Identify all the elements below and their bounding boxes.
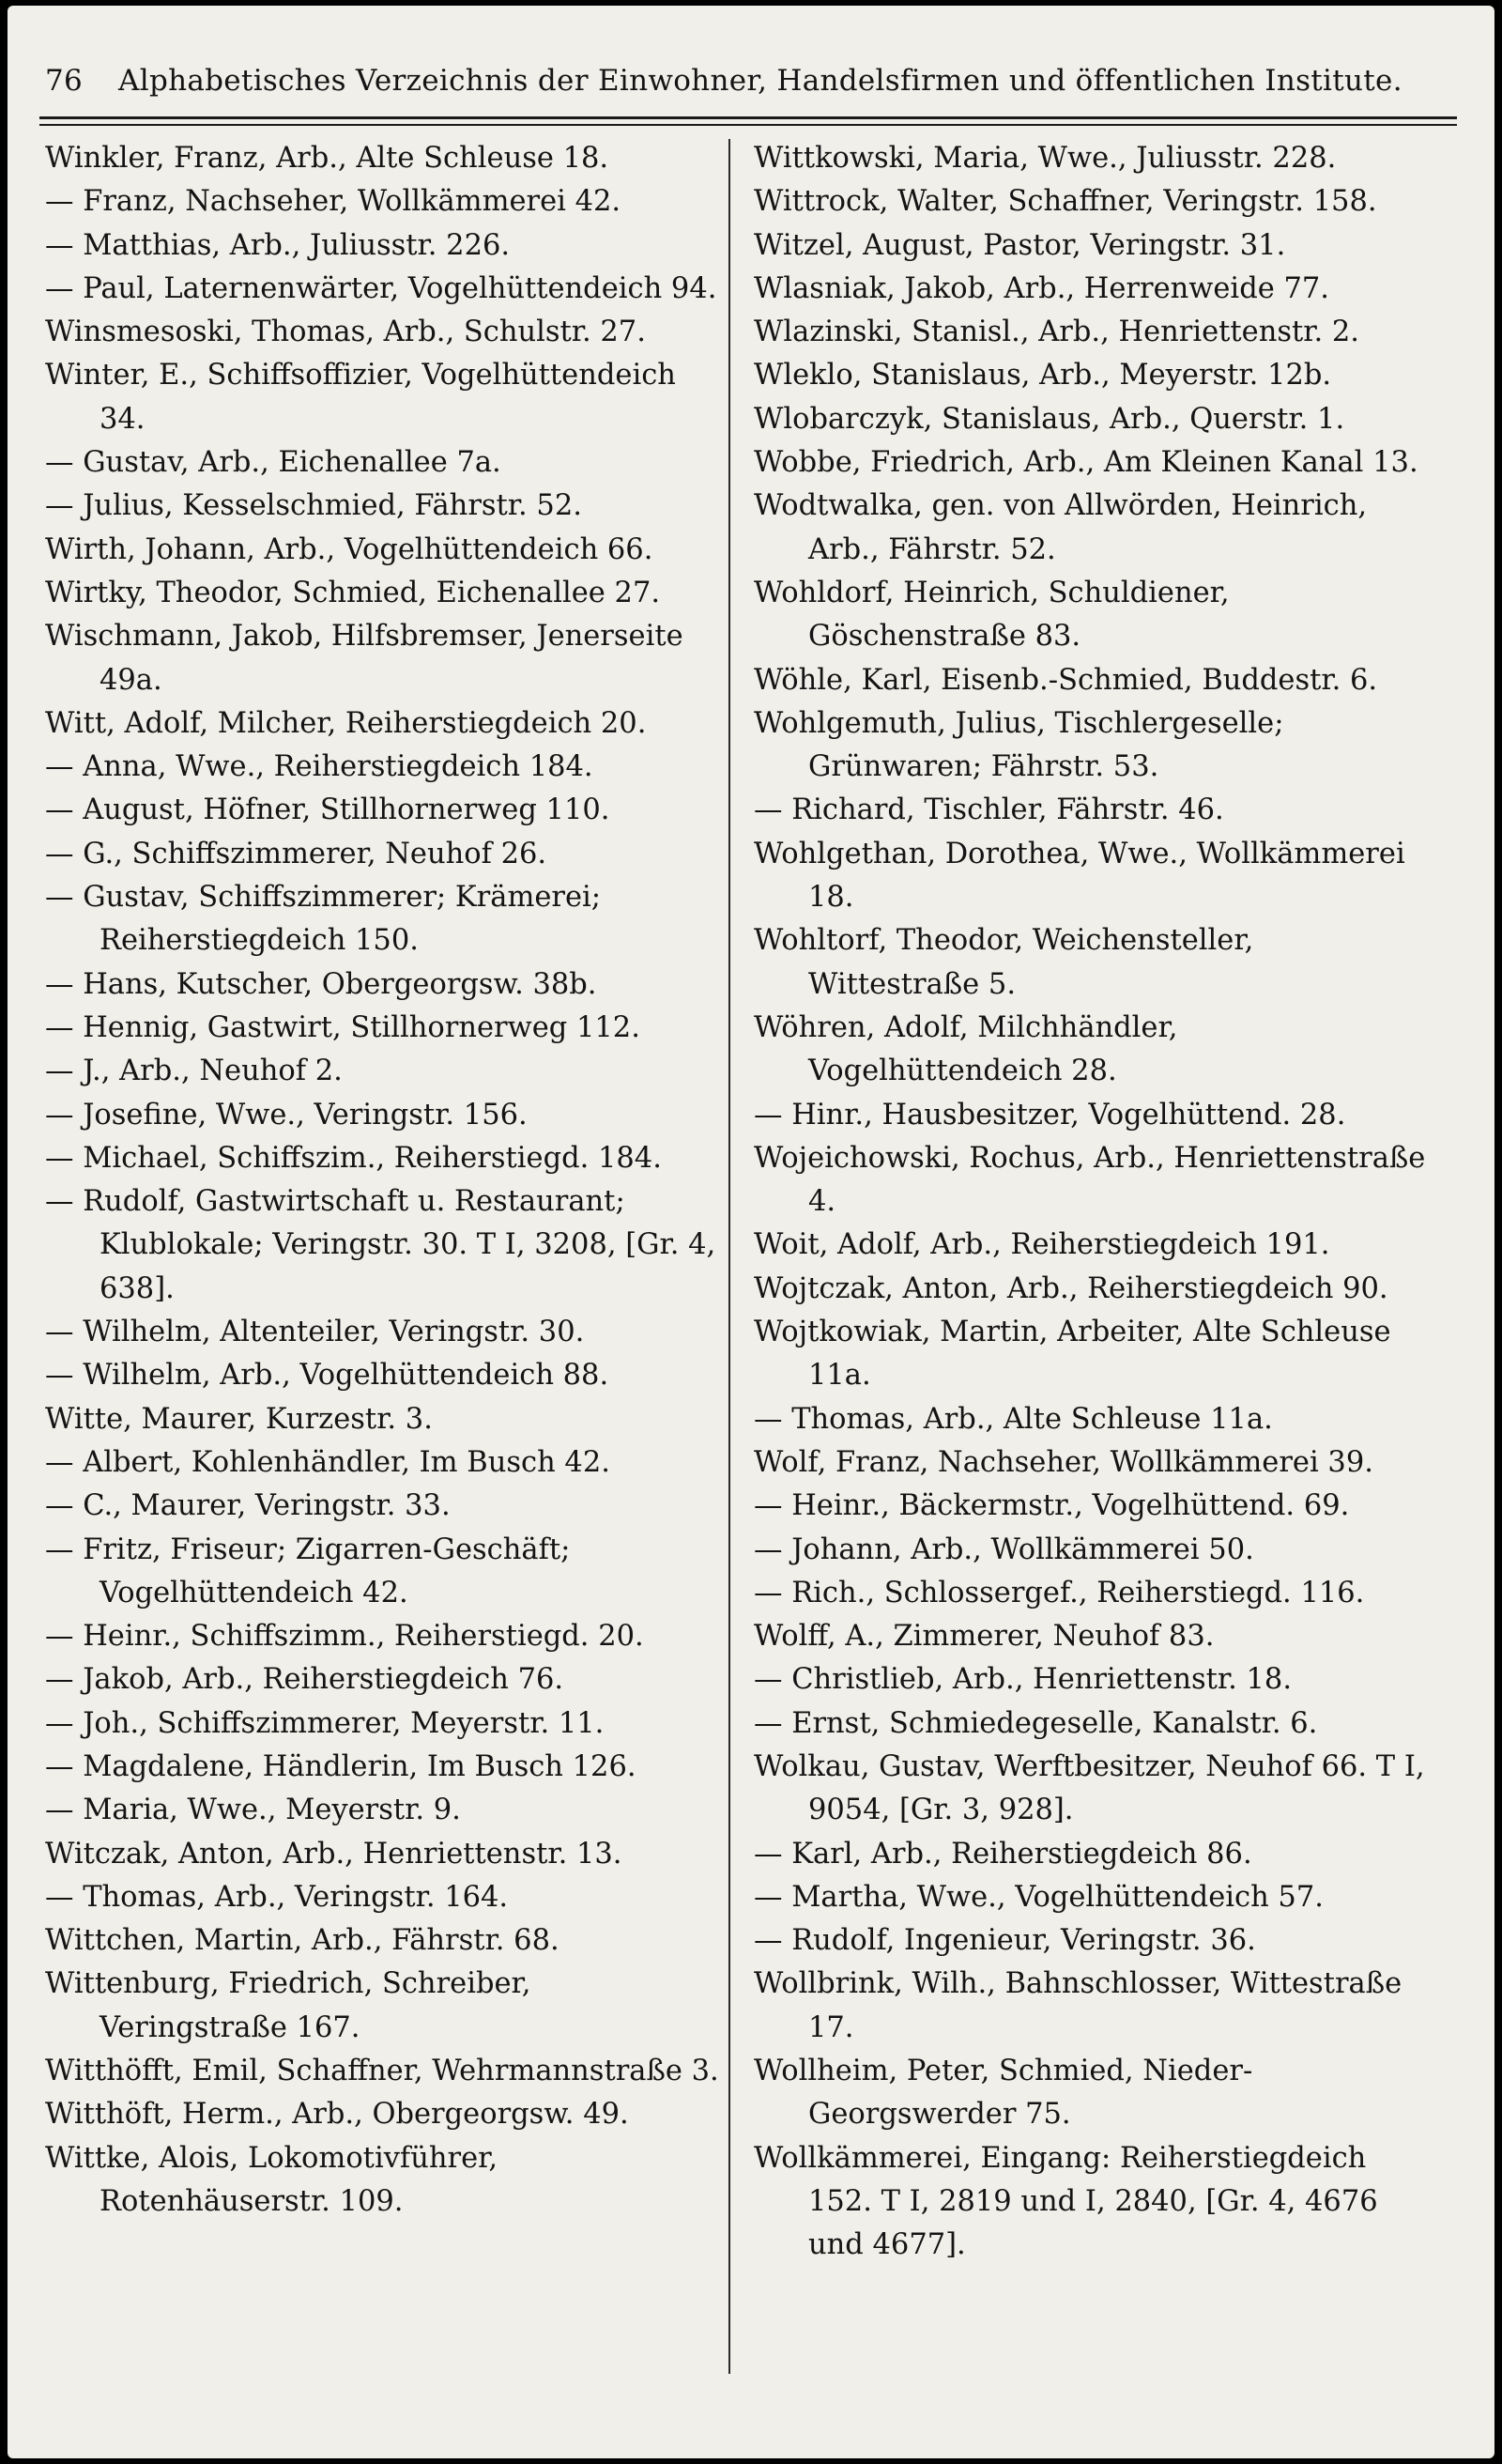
directory-entry: Wohlgethan, Dorothea, Wwe., Wollkämmerei 18. xyxy=(754,837,1405,915)
left-column xyxy=(45,137,721,2224)
directory-entry: Wleklo, Stanislaus, Arb., Meyerstr. 12b. xyxy=(754,359,1332,393)
directory-entry: — Heinr., Bäckermstr., Vogelhüttend. 69. xyxy=(754,1489,1350,1523)
directory-entry: — Wilhelm, Arb., Vogelhüttendeich 88. xyxy=(45,1359,609,1393)
directory-entry: Wlasniak, Jakob, Arb., Herrenweide 77. xyxy=(754,271,1329,305)
directory-entry: Witthöft, Herm., Arb., Obergeorgsw. 49. xyxy=(45,2098,629,2132)
directory-entry: Winkler, Franz, Arb., Alte Schleuse 18. xyxy=(45,142,609,175)
directory-entry: — Christlieb, Arb., Henriettenstr. 18. xyxy=(754,1663,1293,1697)
directory-entry: — Hinr., Hausbesitzer, Vogelhüttend. 28. xyxy=(754,1098,1346,1132)
directory-entry: Wittrock, Walter, Schaffner, Veringstr. 158. xyxy=(754,185,1377,219)
directory-entry: Wittkowski, Maria, Wwe., Juliusstr. 228. xyxy=(754,142,1337,175)
directory-entry: Witt, Adolf, Milcher, Reiherstiegdeich 20. xyxy=(45,706,647,740)
page-title: Alphabetisches Verzeichnis der Einwohner, Handelsfirmen und öffentlichen Institute. xyxy=(118,64,1402,98)
column-divider xyxy=(728,139,730,2374)
directory-entry: Witte, Maurer, Kurzestr. 3. xyxy=(45,1402,433,1436)
directory-entry: — Anna, Wwe., Reiherstiegdeich 184. xyxy=(45,750,593,784)
directory-entry: — Matthias, Arb., Juliusstr. 226. xyxy=(45,228,511,262)
directory-entry: Wirtky, Theodor, Schmied, Eichenallee 27. xyxy=(45,576,661,609)
directory-entry: — Hans, Kutscher, Obergeorgsw. 38b. xyxy=(45,967,597,1001)
directory-entry: — Julius, Kesselschmied, Fährstr. 52. xyxy=(45,489,582,523)
header-rule xyxy=(39,116,1457,119)
directory-entry: Wolff, A., Zimmerer, Neuhof 83. xyxy=(754,1620,1215,1654)
directory-entry: Wlazinski, Stanisl., Arb., Henriettenstr. 2. xyxy=(754,316,1359,349)
directory-entry: Wojtkowiak, Martin, Arbeiter, Alte Schleuse 11a. xyxy=(754,1316,1391,1393)
directory-entry: — Michael, Schiffszim., Reiherstiegd. 184. xyxy=(45,1141,662,1175)
directory-entry: — Josefine, Wwe., Veringstr. 156. xyxy=(45,1098,528,1132)
directory-entry: — Jakob, Arb., Reiherstiegdeich 76. xyxy=(45,1663,564,1697)
page-number: 76 xyxy=(45,64,84,98)
directory-entry: Wittchen, Martin, Arb., Fährstr. 68. xyxy=(45,1924,559,1958)
directory-entry: Wollheim, Peter, Schmied, Nieder-Georgswerder 75. xyxy=(754,2055,1253,2132)
directory-entry: Wittenburg, Friedrich, Schreiber, Veringstraße 167. xyxy=(45,1967,531,2044)
directory-entry: — Hennig, Gastwirt, Stillhornerweg 112. xyxy=(45,1010,640,1044)
directory-entry: — Rudolf, Ingenieur, Veringstr. 36. xyxy=(754,1924,1256,1958)
directory-entry: — Maria, Wwe., Meyerstr. 9. xyxy=(45,1794,461,1827)
directory-entry: — Martha, Wwe., Vogelhüttendeich 57. xyxy=(754,1880,1324,1914)
directory-entry: Wirth, Johann, Arb., Vogelhüttendeich 66. xyxy=(45,532,653,566)
directory-entry: Witzel, August, Pastor, Veringstr. 31. xyxy=(754,228,1286,262)
directory-entry: — Karl, Arb., Reiherstiegdeich 86. xyxy=(754,1837,1252,1871)
directory-entry: Wobbe, Friedrich, Arb., Am Kleinen Kanal 13. xyxy=(754,446,1418,480)
directory-entry: Wittke, Alois, Lokomotivführer, Rotenhäuserstr. 109. xyxy=(45,2141,498,2218)
directory-entry: — Rich., Schlossergef., Reiherstiegd. 116. xyxy=(754,1576,1365,1609)
directory-entry: Wodtwalka, gen. von Allwörden, Heinrich, Arb., Fährstr. 52. xyxy=(754,489,1368,566)
directory-entry: — August, Höfner, Stillhornerweg 110. xyxy=(45,793,610,827)
directory-entry: — Richard, Tischler, Fährstr. 46. xyxy=(754,793,1224,827)
directory-entry: Winter, E., Schiffsoffizier, Vogelhüttendeich 34. xyxy=(45,359,676,436)
directory-entry: Wöhren, Adolf, Milchhändler, Vogelhüttendeich 28. xyxy=(754,1010,1178,1088)
right-column xyxy=(754,137,1430,2268)
directory-entry: Wollbrink, Wilh., Bahnschlosser, Wittestraße 17. xyxy=(754,1967,1402,2044)
directory-entry: — Paul, Laternenwärter, Vogelhüttendeich 94. xyxy=(45,271,717,305)
directory-entry: Wojeichowski, Rochus, Arb., Henriettenstraße 4. xyxy=(754,1141,1426,1219)
directory-entry: Wohldorf, Heinrich, Schuldiener, Göschenstraße 83. xyxy=(754,576,1230,654)
directory-entry: — Albert, Kohlenhändler, Im Busch 42. xyxy=(45,1445,610,1479)
directory-entry: — Gustav, Arb., Eichenallee 7a. xyxy=(45,446,501,480)
header-rule-double xyxy=(39,124,1457,126)
directory-page xyxy=(8,6,1494,2458)
directory-entry: Wollkämmerei, Eingang: Reiherstiegdeich 152. T I, 2819 und I, 2840, [Gr. 4, 4676 und 4677]. xyxy=(754,2141,1378,2262)
directory-entry: Wöhle, Karl, Eisenb.-Schmied, Buddestr. 6. xyxy=(754,663,1378,697)
directory-entry: Wolkau, Gustav, Werftbesitzer, Neuhof 66. T I, 9054, [Gr. 3, 928]. xyxy=(754,1749,1425,1827)
page-header xyxy=(45,64,1453,98)
directory-entry: — Rudolf, Gastwirtschaft u. Restaurant; Klublokale; Veringstr. 30. T I, 3208, [Gr. 4, 638]. xyxy=(45,1185,716,1305)
directory-entry: — Magdalene, Händlerin, Im Busch 126. xyxy=(45,1749,636,1783)
directory-entry: Winsmesoski, Thomas, Arb., Schulstr. 27. xyxy=(45,316,646,349)
directory-entry: — Heinr., Schiffszimm., Reiherstiegd. 20. xyxy=(45,1620,644,1654)
directory-entry: — C., Maurer, Veringstr. 33. xyxy=(45,1489,451,1523)
directory-entry: — Joh., Schiffszimmerer, Meyerstr. 11. xyxy=(45,1706,605,1740)
directory-entry: Wohlgemuth, Julius, Tischlergeselle; Grünwaren; Fährstr. 53. xyxy=(754,706,1284,784)
directory-entry: Wischmann, Jakob, Hilfsbremser, Jenerseite 49a. xyxy=(45,620,683,697)
directory-entry: Wohltorf, Theodor, Weichensteller, Wittestraße 5. xyxy=(754,924,1254,1001)
directory-entry: Wlobarczyk, Stanislaus, Arb., Querstr. 1. xyxy=(754,402,1345,436)
directory-entry: — G., Schiffszimmerer, Neuhof 26. xyxy=(45,837,547,870)
directory-entry: — Franz, Nachseher, Wollkämmerei 42. xyxy=(45,185,621,219)
directory-entry: — Fritz, Friseur; Zigarren-Geschäft; Vogelhüttendeich 42. xyxy=(45,1532,571,1609)
directory-entry: — Thomas, Arb., Alte Schleuse 11a. xyxy=(754,1402,1273,1436)
directory-entry: — Wilhelm, Altenteiler, Veringstr. 30. xyxy=(45,1316,585,1349)
directory-entry: Witczak, Anton, Arb., Henriettenstr. 13. xyxy=(45,1837,622,1871)
directory-entry: — Ernst, Schmiedegeselle, Kanalstr. 6. xyxy=(754,1706,1318,1740)
directory-entry: — Gustav, Schiffszimmerer; Krämerei; Reiherstiegdeich 150. xyxy=(45,881,602,958)
directory-entry: Witthöfft, Emil, Schaffner, Wehrmannstraße 3. xyxy=(45,2055,719,2088)
directory-entry: — Thomas, Arb., Veringstr. 164. xyxy=(45,1880,509,1914)
directory-entry: — J., Arb., Neuhof 2. xyxy=(45,1055,343,1088)
directory-entry: Wojtczak, Anton, Arb., Reiherstiegdeich 90. xyxy=(754,1271,1388,1305)
directory-entry: Woit, Adolf, Arb., Reiherstiegdeich 191. xyxy=(754,1228,1330,1262)
directory-entry: Wolf, Franz, Nachseher, Wollkämmerei 39. xyxy=(754,1445,1373,1479)
directory-entry: — Johann, Arb., Wollkämmerei 50. xyxy=(754,1532,1254,1566)
